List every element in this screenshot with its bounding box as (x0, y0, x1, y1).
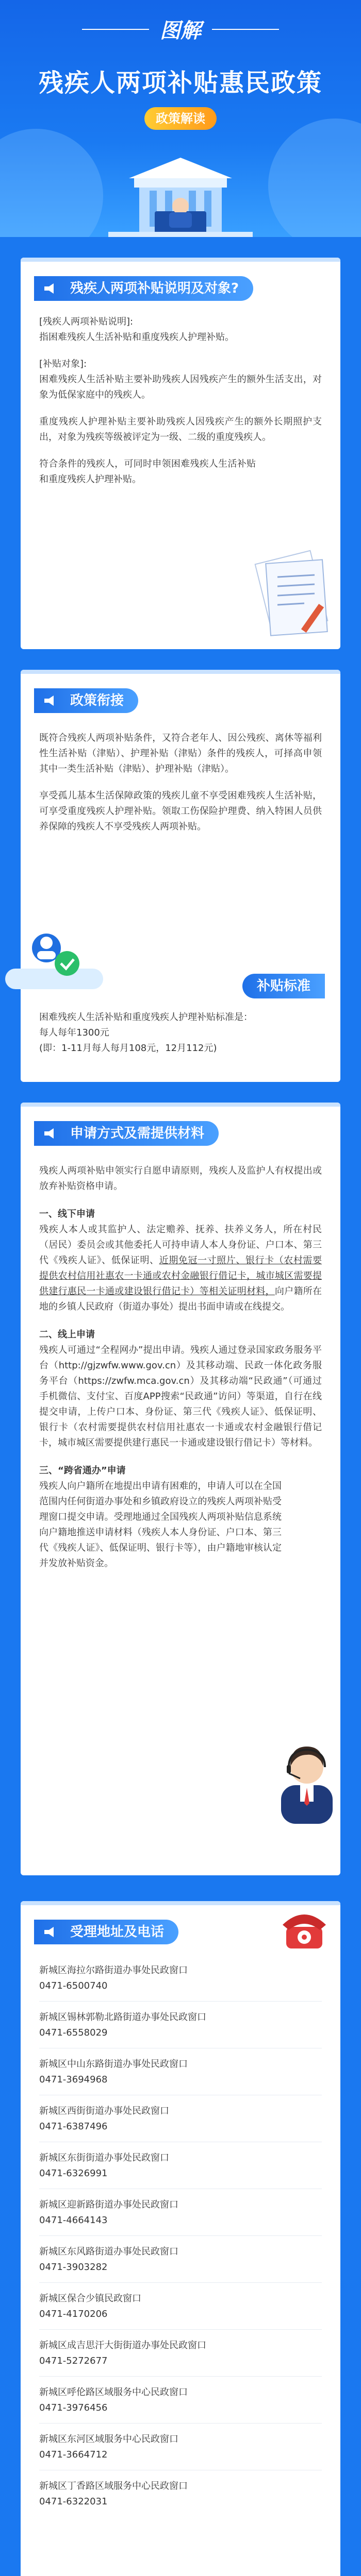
offline-title: 一、线下申请 (39, 1209, 95, 1219)
contact-phone: 0471-3664712 (39, 2449, 108, 2460)
service-agent-illustration (273, 1736, 340, 1824)
contact-item (39, 2432, 322, 2470)
offline-paragraph (39, 1222, 322, 1315)
section-heading-text: 政策衔接 (70, 693, 124, 708)
contact-name: 新城区锡林郭勒北路街道办事处民政窗口 (39, 2012, 206, 2023)
contact-phone: 0471-6387496 (39, 2121, 108, 2132)
contact-name: 新城区丁香路区域服务中心民政窗口 (39, 2481, 188, 2492)
standard-text: 困难残疾人生活补贴和重度残疾人护理补贴标准是： (39, 1012, 253, 1023)
contact-name: 新城区东河区域服务中心民政窗口 (39, 2434, 178, 2445)
contact-list (39, 1963, 322, 2510)
contact-name: 新城区东街街道办事处民政窗口 (39, 2153, 169, 2163)
contact-item (39, 2244, 322, 2283)
cross-province-paragraph: 残疾人向户籍所在地提出申请有困难的，申请人可以在全国范围内任何街道办事处和乡镇政府设立的残疾人两项补贴受理窗口提交申请。受理地通过全国残疾人两项补贴信息系统向户籍地推送申请材料（残疾人本人身份证、户口本、第三代《残疾人证》、低保证明、银行卡等），由户籍地审核认定并发放补贴资金。 (39, 1481, 282, 1569)
document-pen-illustration (248, 546, 340, 639)
contact-name: 新城区迎新路街道办事处民政窗口 (39, 2199, 178, 2210)
section-heading (34, 1121, 219, 1146)
standard-amount: 每人每年1300元 (39, 1027, 109, 1038)
section-heading (34, 688, 138, 713)
megaphone-icon (42, 693, 58, 708)
section-heading (34, 276, 253, 301)
policy-paragraph-2: 享受孤儿基本生活保障政策的残疾儿童不享受困难残疾人生活补贴，可享受重度残疾人护理补贴。领取工伤保险护理费、纳入特困人员供养保障的残疾人不享受残疾人两项补贴。 (39, 790, 322, 832)
contact-item (39, 2338, 322, 2377)
section-heading (34, 1920, 178, 1944)
application-intro: 残疾人两项补贴申领实行自愿申请原则，残疾人及监护人有权提出或放弃补贴资格申请。 (39, 1165, 322, 1192)
contact-phone: 0471-4170206 (39, 2309, 108, 2319)
policy-paragraph-1: 既符合残疾人两项补贴条件，又符合老年人、因公残疾、离休等福利性生活补贴（津贴）、护理补贴（津贴）条件的残疾人，可择高申领其中一类生活补贴（津贴）、护理补贴（津贴）。 (39, 733, 322, 774)
contact-name: 新城区海拉尔路街道办事处民政窗口 (39, 1965, 188, 1976)
contact-phone: 0471-3976456 (39, 2402, 108, 2413)
subsidy-standard-tag: 补贴标准 (242, 974, 325, 998)
contact-phone: 0471-3903282 (39, 2262, 108, 2273)
offline-text-underlined: 近期免冠一寸照片、银行卡（农村需要提供农村信用社惠农一卡通或农村金融银行借记卡，城市城区需要提供建行惠民一卡通或建设银行借记卡）等相关证明材料， (39, 1255, 322, 1297)
telephone-icon (278, 1906, 330, 1953)
section-subsidy-description (21, 258, 340, 649)
target-paragraph-2: 重度残疾人护理补贴主要补助残疾人因残疾产生的额外长期照护支出，对象为残疾等级被评定为一级、二级的重度残疾人。 (39, 416, 322, 443)
contact-item (39, 2385, 322, 2424)
contact-item (39, 2150, 322, 2189)
contact-phone: 0471-6558029 (39, 2027, 108, 2038)
contact-item (39, 2104, 322, 2142)
contact-item (39, 2197, 322, 2236)
intro-text: 指困难残疾人生活补贴和重度残疾人护理补贴。 (39, 332, 234, 343)
megaphone-icon (42, 1126, 58, 1141)
logo-text: 图解 (160, 19, 201, 43)
cross-province-title: 三、“跨省通办”申请 (39, 1465, 126, 1476)
section-contacts (21, 1901, 340, 2576)
standard-note: (即：1-11月每人每月108元，12月112元) (39, 1043, 217, 1054)
verified-user-illustration (0, 922, 108, 994)
page-title: 残疾人两项补贴惠民政策 (38, 69, 322, 97)
header-banner (0, 0, 361, 237)
megaphone-icon (42, 281, 58, 296)
label-target: [补贴对象]: (39, 359, 87, 369)
contact-phone: 0471-4664143 (39, 2215, 108, 2226)
contact-name: 新城区东风路街道办事处民政窗口 (39, 2246, 178, 2257)
contact-item (39, 2291, 322, 2330)
contact-phone: 0471-6326991 (39, 2168, 108, 2179)
contact-phone: 0471-6500740 (39, 1980, 108, 1991)
target-paragraph-1: 困难残疾人生活补贴主要补助残疾人因残疾产生的额外生活支出，对象为低保家庭中的残疾人。 (39, 374, 322, 400)
offline-text-b: 向户籍所在地的乡镇人民政府（街道办事处）提出书面申请或在线提交。 (39, 1286, 322, 1312)
offline-text-a: 残疾人本人或其监护人、法定赡养、抚养、扶养义务人，所在村民（居民）委员会或其他委托人可持申请人本人身份证、户口本、第三代《残疾人证》、低保证明、 (39, 1224, 322, 1266)
contact-item (39, 1963, 322, 2002)
contact-phone: 0471-6322031 (39, 2496, 108, 2507)
government-building-illustration (108, 155, 253, 237)
online-paragraph: 残疾人可通过“全程网办”提出申请。残疾人通过登录国家政务服务平台（http://gjzwfw.www.gov.cn）及其移动端、民政一体化政务服务平台（https://zwfw.mca.gov.cn）及其移动端“民政通”（可通过手机微信、支付宝、百度APP搜索“民政通”访问）等渠道，自行在线提交申请，上传户口本、身份证、第三代《残疾人证》、低保证明、银行卡（农村需要提供农村信用社惠农一卡通或农村金融银行借记卡，城市城区需要提供建行惠民一卡通或建设银行借记卡）等材料。 (39, 1345, 322, 1448)
contact-item (39, 2057, 322, 2095)
online-title: 二、线上申请 (39, 1329, 95, 1340)
section-application-method (21, 1103, 340, 1875)
label-intro: [残疾人两项补贴说明]: (39, 316, 134, 327)
logo-row (0, 14, 361, 44)
contact-phone: 0471-5272677 (39, 2355, 108, 2366)
contact-item (39, 2479, 322, 2510)
contact-item (39, 2010, 322, 2048)
contact-name: 新城区保合少镇民政窗口 (39, 2293, 141, 2304)
contact-name: 新城区西街街道办事处民政窗口 (39, 2106, 169, 2116)
contact-name: 新城区成吉思汗大街街道办事处民政窗口 (39, 2340, 206, 2351)
contact-phone: 0471-3694968 (39, 2074, 108, 2085)
target-paragraph-3: 符合条件的残疾人，可同时申领困难残疾人生活补贴和重度残疾人护理补贴。 (39, 459, 256, 485)
section-policy-connection (21, 670, 340, 1082)
megaphone-icon (42, 1924, 58, 1940)
contact-name: 新城区中山东路街道办事处民政窗口 (39, 2059, 188, 2070)
subtitle-badge: 政策解读 (144, 107, 217, 130)
contact-name: 新城区呼伦路区域服务中心民政窗口 (39, 2387, 188, 2398)
section-heading-text: 残疾人两项补贴说明及对象? (70, 281, 239, 296)
section-heading-text: 申请方式及需提供材料 (70, 1126, 205, 1141)
section-heading-text: 受理地址及电话 (70, 1924, 165, 1940)
